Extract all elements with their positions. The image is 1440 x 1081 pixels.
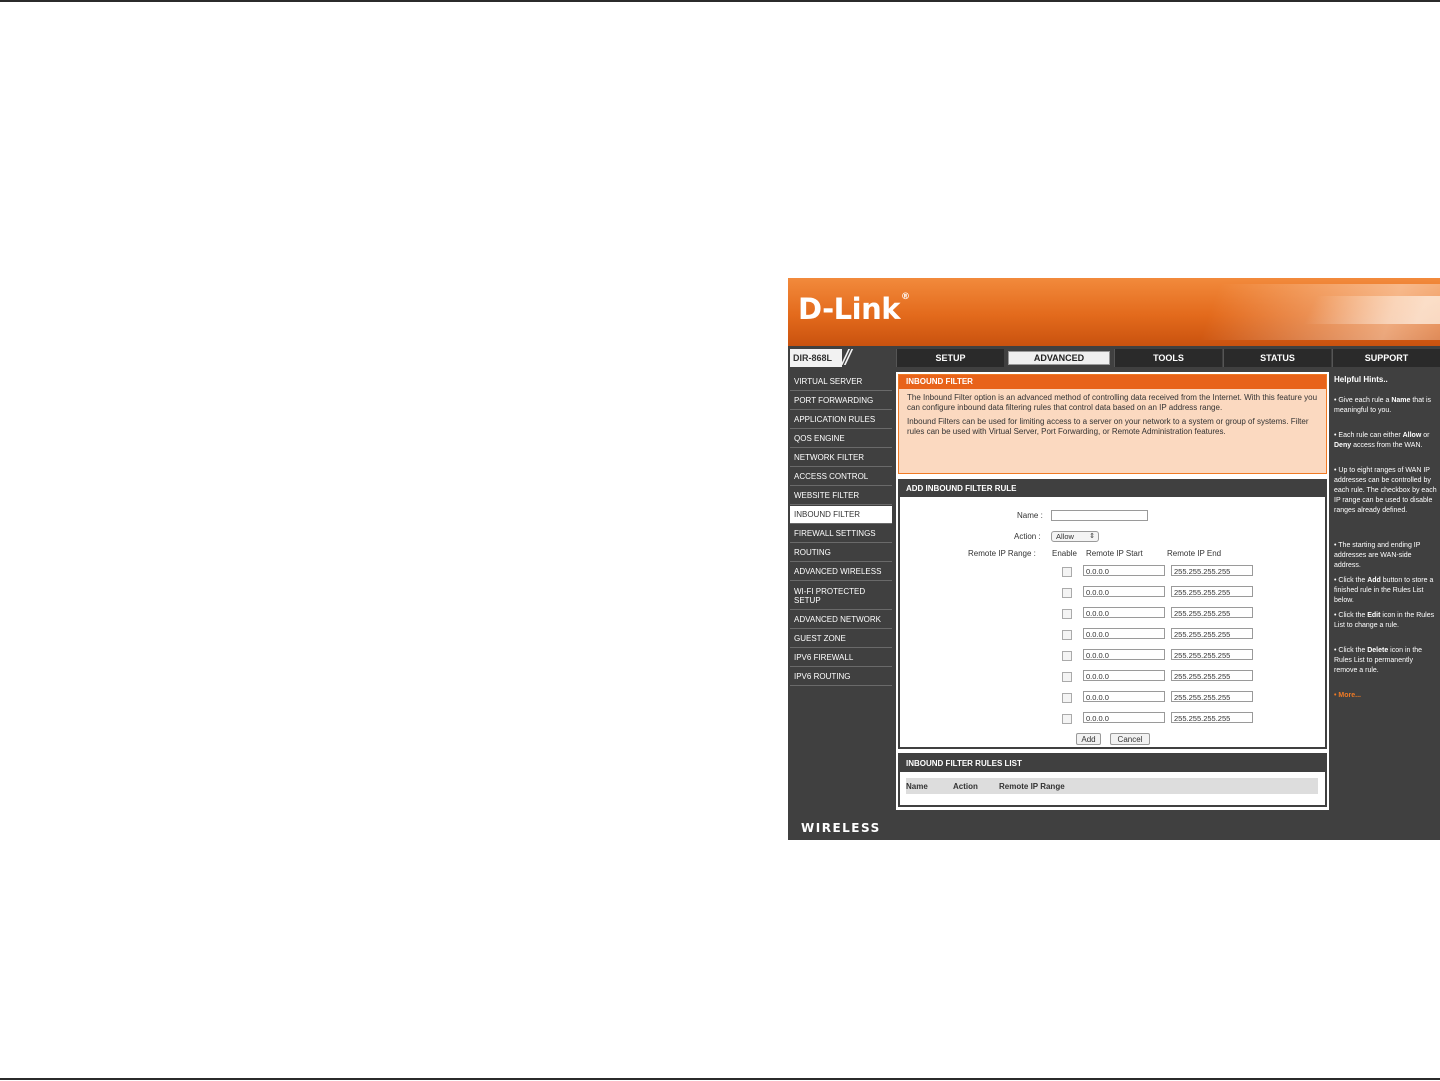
remote-ip-start-input[interactable]: 0.0.0.0 bbox=[1083, 628, 1165, 639]
hint-text: that is meaningful to you. bbox=[1334, 397, 1432, 414]
bullet-icon: • bbox=[1334, 612, 1339, 619]
helpful-hints-panel bbox=[1332, 370, 1440, 810]
remote-ip-start-input[interactable]: 0.0.0.0 bbox=[1083, 565, 1165, 576]
sidebar-item-advanced-wireless[interactable]: ADVANCED WIRELESS bbox=[790, 563, 892, 581]
main-content bbox=[896, 372, 1329, 810]
hint-item bbox=[1334, 466, 1438, 516]
sidebar-item-firewall-settings[interactable]: FIREWALL SETTINGS bbox=[790, 525, 892, 543]
tab-status[interactable]: STATUS bbox=[1223, 349, 1331, 367]
more-hints-link[interactable] bbox=[1334, 691, 1438, 701]
hint-text: or bbox=[1421, 432, 1430, 439]
sidebar-item-ipv6-routing[interactable]: IPV6 ROUTING bbox=[790, 668, 892, 686]
hint-text: icon in the Rules List to change a rule. bbox=[1334, 612, 1435, 629]
sidebar-item-routing[interactable]: ROUTING bbox=[790, 544, 892, 562]
hint-text: icon in the Rules List to permanently remove a rule. bbox=[1334, 647, 1423, 674]
remote-ip-end-input[interactable]: 255.255.255.255 bbox=[1171, 607, 1253, 618]
hint-text: Up to eight ranges of WAN IP addresses can be controlled by each rule. The checkbox by each IP range can be used to disable ranges already defined. bbox=[1334, 467, 1437, 514]
remote-ip-end-input[interactable]: 255.255.255.255 bbox=[1171, 712, 1253, 723]
hint-text: access from the WAN. bbox=[1351, 442, 1423, 449]
inbound-filter-section bbox=[898, 374, 1327, 474]
remote-ip-range-label: Remote IP Range : bbox=[968, 549, 1036, 558]
add-button[interactable]: Add bbox=[1076, 733, 1101, 745]
action-select[interactable] bbox=[1051, 531, 1099, 542]
remote-ip-start-input[interactable]: 0.0.0.0 bbox=[1083, 670, 1165, 681]
intro-paragraph-1: The Inbound Filter option is an advanced method of controlling data received from the Internet. With this feature you can configure inbound data filtering rules that control data based on an IP address range. bbox=[907, 393, 1318, 412]
hint-text: Each rule can either bbox=[1338, 432, 1403, 439]
hint-item bbox=[1334, 646, 1438, 676]
hint-text: Allow bbox=[1402, 432, 1422, 439]
bullet-icon: • bbox=[1334, 692, 1339, 699]
range-enable-checkbox[interactable] bbox=[1062, 651, 1072, 661]
remote-ip-start-input[interactable]: 0.0.0.0 bbox=[1083, 691, 1165, 702]
sidebar-item-port-forwarding[interactable]: PORT FORWARDING bbox=[790, 392, 892, 410]
sidebar-item-wi-fi-protected-setup[interactable]: WI-FI PROTECTED SETUP bbox=[790, 582, 892, 610]
remote-ip-end-input[interactable]: 255.255.255.255 bbox=[1171, 565, 1253, 576]
sidebar-item-website-filter[interactable]: WEBSITE FILTER bbox=[790, 487, 892, 505]
more-link-text[interactable]: More... bbox=[1338, 692, 1361, 699]
rules-list-header-row bbox=[906, 778, 1318, 794]
bullet-icon: • bbox=[1334, 577, 1339, 584]
bullet-icon: • bbox=[1334, 467, 1339, 474]
sidebar-item-network-filter[interactable]: NETWORK FILTER bbox=[790, 449, 892, 467]
header-banner bbox=[788, 278, 1440, 346]
range-enable-checkbox[interactable] bbox=[1062, 567, 1072, 577]
hint-text: The starting and ending IP addresses are WAN-side address. bbox=[1334, 542, 1421, 569]
remote-ip-start-input[interactable]: 0.0.0.0 bbox=[1083, 712, 1165, 723]
hint-item bbox=[1334, 576, 1438, 606]
tab-setup[interactable]: SETUP bbox=[896, 349, 1004, 367]
sidebar-item-advanced-network[interactable]: ADVANCED NETWORK bbox=[790, 611, 892, 629]
name-input[interactable] bbox=[1051, 510, 1148, 521]
range-enable-checkbox[interactable] bbox=[1062, 630, 1072, 640]
remote-ip-end-input[interactable]: 255.255.255.255 bbox=[1171, 628, 1253, 639]
range-enable-checkbox[interactable] bbox=[1062, 672, 1072, 682]
range-enable-checkbox[interactable] bbox=[1062, 609, 1072, 619]
section-title: INBOUND FILTER bbox=[899, 375, 1326, 389]
bullet-icon: • bbox=[1334, 432, 1339, 439]
select-arrows-icon: ⇕ bbox=[1089, 533, 1095, 540]
hints-title: Helpful Hints.. bbox=[1334, 375, 1388, 384]
section-title: INBOUND FILTER RULES LIST bbox=[900, 755, 1325, 772]
tab-support[interactable]: SUPPORT bbox=[1332, 349, 1440, 367]
bullet-icon: • bbox=[1334, 542, 1339, 549]
hint-text: Delete bbox=[1367, 647, 1389, 654]
range-enable-checkbox[interactable] bbox=[1062, 714, 1072, 724]
ip-end-column-header: Remote IP End bbox=[1167, 549, 1222, 558]
hint-item bbox=[1334, 611, 1438, 631]
remote-ip-start-input[interactable]: 0.0.0.0 bbox=[1083, 607, 1165, 618]
sidebar-item-virtual-server[interactable]: VIRTUAL SERVER bbox=[790, 373, 892, 391]
hint-text: Edit bbox=[1367, 612, 1381, 619]
remote-ip-start-input[interactable]: 0.0.0.0 bbox=[1083, 586, 1165, 597]
name-column-header: Name bbox=[906, 782, 928, 791]
action-label: Action : bbox=[1014, 532, 1041, 541]
wireless-footer-label: WIRELESS bbox=[801, 821, 881, 835]
name-label: Name : bbox=[1017, 511, 1043, 520]
sidebar-item-guest-zone[interactable]: GUEST ZONE bbox=[790, 630, 892, 648]
nav-tab-bar bbox=[788, 346, 1440, 370]
cancel-button[interactable]: Cancel bbox=[1110, 733, 1150, 745]
range-enable-checkbox[interactable] bbox=[1062, 693, 1072, 703]
bullet-icon: • bbox=[1334, 397, 1339, 404]
sidebar-item-access-control[interactable]: ACCESS CONTROL bbox=[790, 468, 892, 486]
remote-ip-end-input[interactable]: 255.255.255.255 bbox=[1171, 691, 1253, 702]
dlink-logo bbox=[798, 292, 910, 326]
action-column-header: Action bbox=[953, 782, 978, 791]
hint-item bbox=[1334, 431, 1438, 451]
sidebar-item-inbound-filter[interactable]: INBOUND FILTER bbox=[790, 506, 892, 524]
logo-text: D-Link bbox=[798, 292, 900, 326]
hint-text: Click the bbox=[1338, 577, 1368, 584]
intro-paragraph-2: Inbound Filters can be used for limiting access to a server on your network to a system or group of systems. Filter rules can be used with Virtual Server, Port Forwarding, or Remote Administration features. bbox=[907, 417, 1309, 436]
remote-ip-start-input[interactable]: 0.0.0.0 bbox=[1083, 649, 1165, 660]
tab-tools[interactable]: TOOLS bbox=[1114, 349, 1222, 367]
hint-text: Click the bbox=[1338, 612, 1368, 619]
action-select-value: Allow bbox=[1056, 532, 1074, 541]
hint-text: Name bbox=[1391, 397, 1411, 404]
hint-text: Deny bbox=[1334, 442, 1352, 449]
remote-ip-end-input[interactable]: 255.255.255.255 bbox=[1171, 670, 1253, 681]
hint-text: button to store a finished rule in the Rules List below. bbox=[1334, 577, 1434, 604]
sidebar-item-application-rules[interactable]: APPLICATION RULES bbox=[790, 411, 892, 429]
bottom-rule bbox=[0, 1078, 1440, 1080]
top-rule bbox=[0, 0, 1440, 2]
banner-streak-highlight bbox=[1303, 296, 1440, 324]
bullet-icon: • bbox=[1334, 647, 1339, 654]
router-admin-page bbox=[788, 278, 1440, 840]
hint-text: Add bbox=[1367, 577, 1381, 584]
hint-text: Click the bbox=[1338, 647, 1368, 654]
remote-ip-range-column-header: Remote IP Range bbox=[999, 782, 1065, 791]
tab-advanced[interactable]: ADVANCED bbox=[1008, 351, 1110, 365]
add-rule-section bbox=[898, 479, 1327, 749]
slash-decoration: // bbox=[842, 345, 849, 370]
sidebar-item-qos-engine[interactable]: QOS ENGINE bbox=[790, 430, 892, 448]
range-enable-checkbox[interactable] bbox=[1062, 588, 1072, 598]
model-label: DIR-868L bbox=[790, 349, 842, 367]
ip-start-column-header: Remote IP Start bbox=[1086, 549, 1143, 558]
rules-list-section bbox=[898, 753, 1327, 807]
remote-ip-end-input[interactable]: 255.255.255.255 bbox=[1171, 649, 1253, 660]
footer-bar bbox=[788, 810, 1440, 840]
section-title: ADD INBOUND FILTER RULE bbox=[900, 481, 1325, 497]
remote-ip-end-input[interactable]: 255.255.255.255 bbox=[1171, 586, 1253, 597]
sidebar-menu bbox=[788, 370, 893, 810]
hint-item bbox=[1334, 541, 1438, 571]
hint-item bbox=[1334, 396, 1438, 416]
hint-text: Give each rule a bbox=[1338, 397, 1392, 404]
enable-column-header: Enable bbox=[1052, 549, 1077, 558]
registered-mark: ® bbox=[901, 292, 910, 302]
sidebar-item-ipv6-firewall[interactable]: IPV6 FIREWALL bbox=[790, 649, 892, 667]
